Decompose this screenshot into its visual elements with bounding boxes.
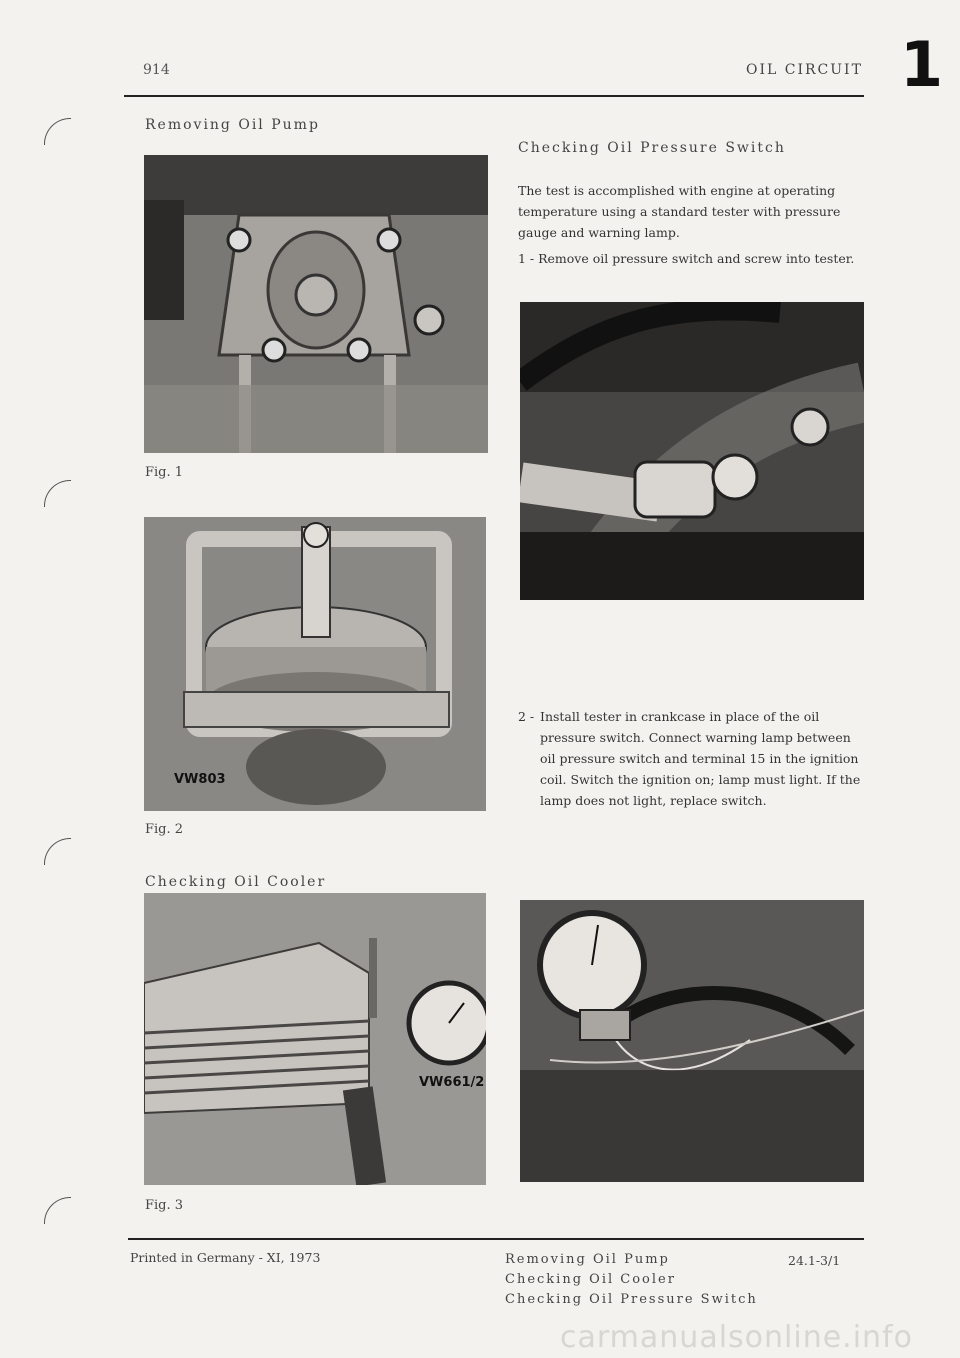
footer-topic: Checking Oil Pressure Switch <box>505 1292 758 1307</box>
heading-removing-oil-pump: Removing Oil Pump <box>145 117 320 133</box>
step-1: 1 - Remove oil pressure switch and screw into tester. <box>518 251 855 266</box>
fig1-caption: Fig. 1 <box>145 465 184 480</box>
margin-mark <box>44 838 71 865</box>
footer-topic: Checking Oil Cooler <box>505 1272 676 1287</box>
margin-mark <box>44 480 71 507</box>
chapter-number: 1 <box>900 28 944 101</box>
section-title: OIL CIRCUIT <box>746 62 863 78</box>
watermark: carmanualsonline.info <box>560 1320 913 1355</box>
step-2-number: 2 - <box>518 709 535 724</box>
margin-mark <box>44 118 71 145</box>
printed-note: Printed in Germany - XI, 1973 <box>130 1250 321 1265</box>
tool-vw803-illustration <box>144 517 486 811</box>
oil-pump-illustration <box>144 155 488 453</box>
footer-rule <box>128 1238 864 1240</box>
tester-installed-photo <box>520 900 864 1182</box>
fig2-tool-label: VW803 <box>174 772 226 787</box>
page-code: 24.1-3/1 <box>788 1253 841 1268</box>
fig2-photo <box>144 517 486 811</box>
header-rule <box>124 95 864 97</box>
heading-checking-oil-pressure-switch: Checking Oil Pressure Switch <box>518 140 786 156</box>
fig1-photo <box>144 155 488 453</box>
intro-paragraph: The test is accomplished with engine at operating temperature using a standard tester with pressure gauge and warning lamp. <box>518 183 841 240</box>
footer-topic: Removing Oil Pump <box>505 1252 670 1267</box>
fig3-caption: Fig. 3 <box>145 1198 184 1213</box>
tester-installed-illustration <box>520 900 864 1182</box>
fig3-photo <box>144 893 486 1185</box>
fig2-caption: Fig. 2 <box>145 822 184 837</box>
fig3-tool-label: VW661/2 <box>419 1075 485 1090</box>
step-2: Install tester in crankcase in place of the oil pressure switch. Connect warning lamp between oil pressure switch and terminal 15 in the ignition coil. Switch the ignition on; lamp must light. If the lamp does not light, replace switch. <box>540 709 861 808</box>
pressure-switch-illustration <box>520 302 864 600</box>
margin-mark <box>44 1197 71 1224</box>
heading-checking-oil-cooler: Checking Oil Cooler <box>145 874 327 890</box>
oil-cooler-illustration <box>144 893 486 1185</box>
page-number: 914 <box>143 62 170 78</box>
footer-topics <box>505 1250 758 1310</box>
pressure-switch-photo <box>520 302 864 600</box>
